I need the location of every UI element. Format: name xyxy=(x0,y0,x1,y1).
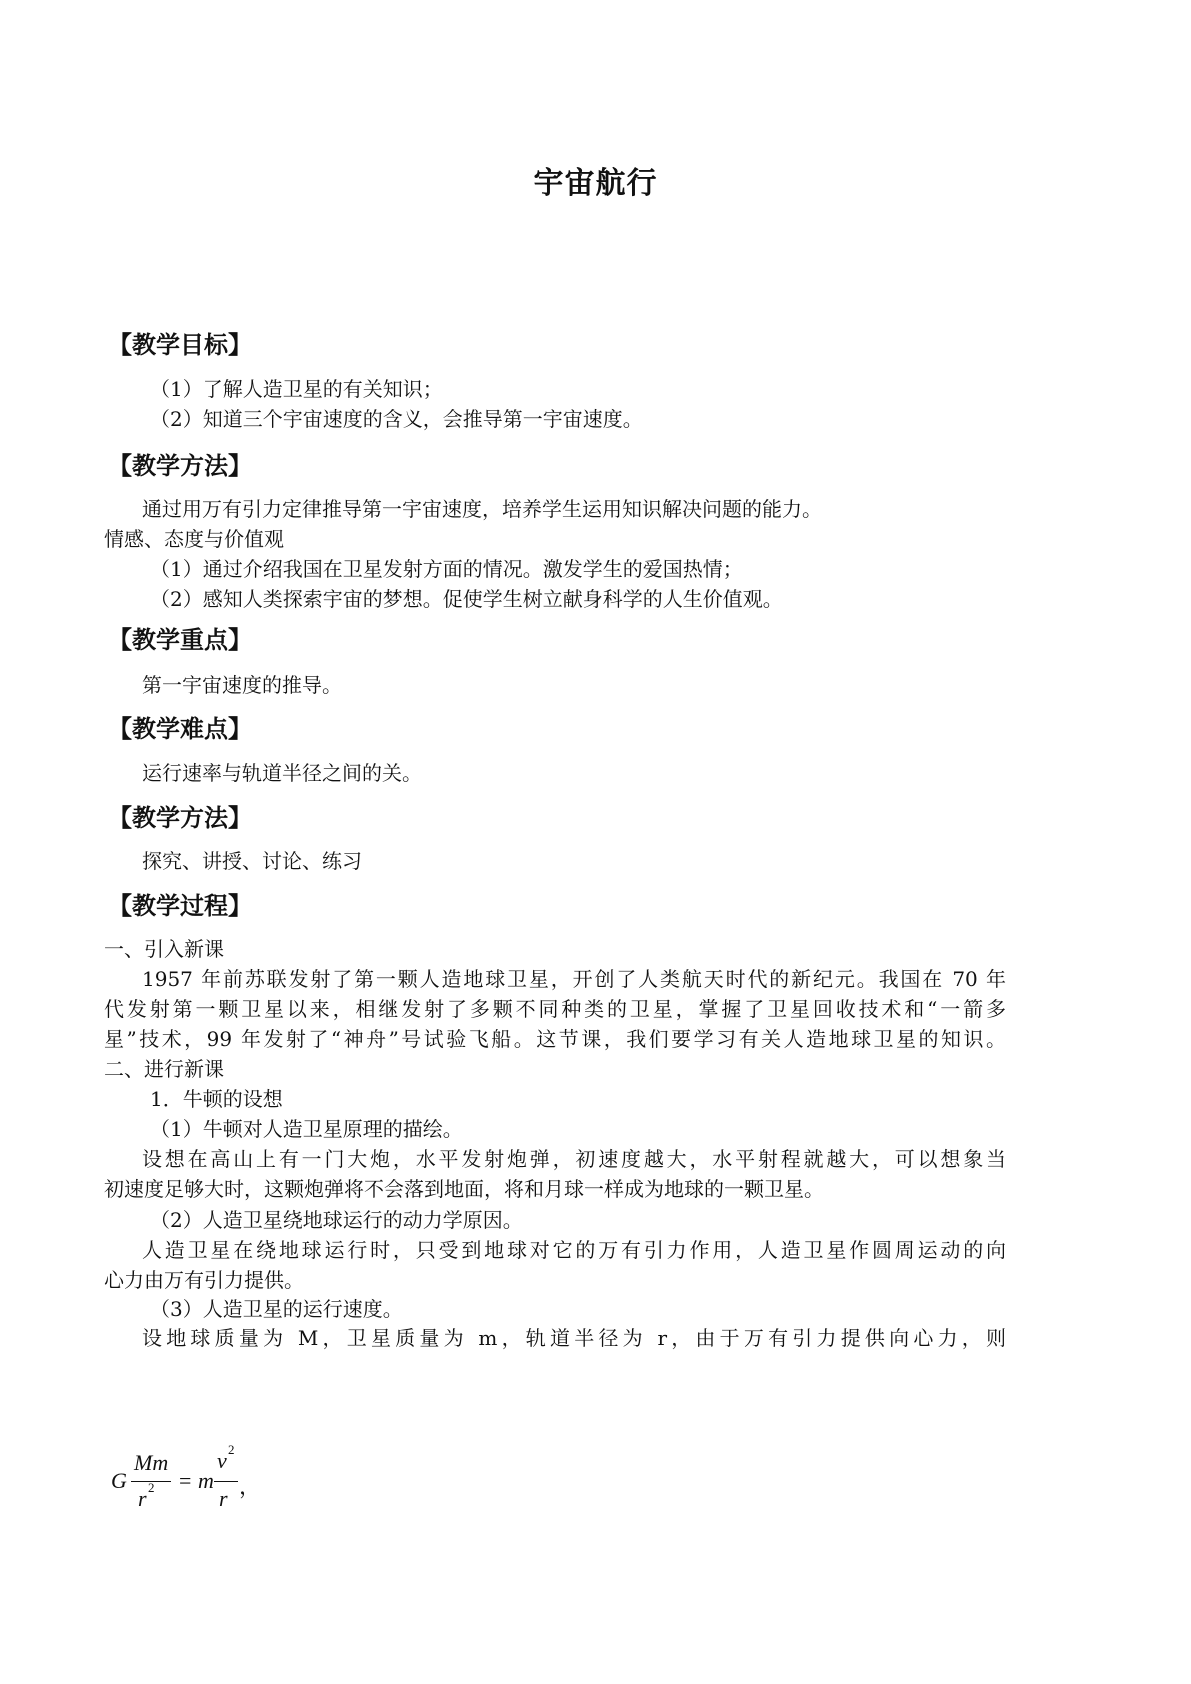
objective-item: （1）了解人造卫星的有关知识； xyxy=(150,377,443,401)
paragraph-line: 设地球质量为 M，卫星质量为 m，轨道半径为 r，由于万有引力提供向心力，则 xyxy=(142,1326,1006,1350)
paragraph-line: 星”技术，99 年发射了“神舟”号试验飞船。这节课，我们要学习有关人造地球卫星的知识。 xyxy=(104,1027,1006,1051)
values-item: （1）通过介绍我国在卫星发射方面的情况。激发学生的爱国热情； xyxy=(150,557,743,581)
paragraph-line: 心力由万有引力提供。 xyxy=(104,1268,304,1292)
section-heading-process: 【教学过程】 xyxy=(108,892,252,920)
paragraph-line: 1957 年前苏联发射了第一颗人造地球卫星，开创了人类航天时代的新纪元。我国在 70 年 xyxy=(142,967,1006,991)
process-part2-title: 二、进行新课 xyxy=(104,1057,224,1081)
formula-numerator-left: Mm xyxy=(134,1450,169,1475)
method-text: 通过用万有引力定律推导第一宇宙速度，培养学生运用知识解决问题的能力。 xyxy=(142,497,822,521)
difficulty-text: 运行速率与轨道半径之间的关。 xyxy=(142,761,422,785)
formula-m: m xyxy=(198,1468,214,1493)
section-heading-objectives: 【教学目标】 xyxy=(108,331,252,359)
page-title: 宇宙航行 xyxy=(533,166,658,201)
section-heading-key-point: 【教学重点】 xyxy=(108,626,252,654)
formula-fraction-bar-right xyxy=(214,1481,238,1482)
section-heading-method-2: 【教学方法】 xyxy=(108,804,252,832)
key-point-text: 第一宇宙速度的推导。 xyxy=(142,673,342,697)
formula-tail-comma: ， xyxy=(239,1474,262,1499)
objective-item: （2）知道三个宇宙速度的含义，会推导第一宇宙速度。 xyxy=(150,407,643,431)
formula-numerator-right: v xyxy=(217,1448,227,1473)
paragraph-line: 初速度足够大时，这颗炮弹将不会落到地面，将和月球一样成为地球的一颗卫星。 xyxy=(104,1177,824,1201)
subsection-item-title: （2）人造卫星绕地球运行的动力学原因。 xyxy=(150,1208,523,1232)
paragraph-line: 人造卫星在绕地球运行时，只受到地球对它的万有引力作用，人造卫星作圆周运动的向 xyxy=(142,1238,1006,1262)
formula-denominator-right: r xyxy=(219,1486,228,1511)
section-heading-difficulty: 【教学难点】 xyxy=(108,715,252,743)
values-item: （2）感知人类探索宇宙的梦想。促使学生树立献身科学的人生价值观。 xyxy=(150,587,783,611)
formula-exponent-left: 2 xyxy=(148,1480,155,1495)
method-2-text: 探究、讲授、讨论、练习 xyxy=(142,849,362,873)
formula-exponent-right: 2 xyxy=(228,1442,235,1457)
process-part1-title: 一、引入新课 xyxy=(104,937,224,961)
subsection-title: 1．牛顿的设想 xyxy=(150,1087,283,1111)
paragraph-line: 代发射第一颗卫星以来，相继发射了多颗不同种类的卫星，掌握了卫星回收技术和“一箭多 xyxy=(104,997,1006,1021)
paragraph-line: 设想在高山上有一门大炮，水平发射炮弹，初速度越大，水平射程就越大，可以想象当 xyxy=(142,1147,1006,1171)
values-subtitle: 情感、态度与价值观 xyxy=(104,527,284,551)
formula-g: G xyxy=(111,1468,127,1493)
subsection-item-title: （1）牛顿对人造卫星原理的描绘。 xyxy=(150,1117,463,1141)
section-heading-method: 【教学方法】 xyxy=(108,452,252,480)
formula-denominator-left: r xyxy=(138,1486,147,1511)
formula-equals: = xyxy=(179,1468,192,1493)
subsection-item-title: （3）人造卫星的运行速度。 xyxy=(150,1297,403,1321)
gravity-formula xyxy=(111,1444,311,1524)
